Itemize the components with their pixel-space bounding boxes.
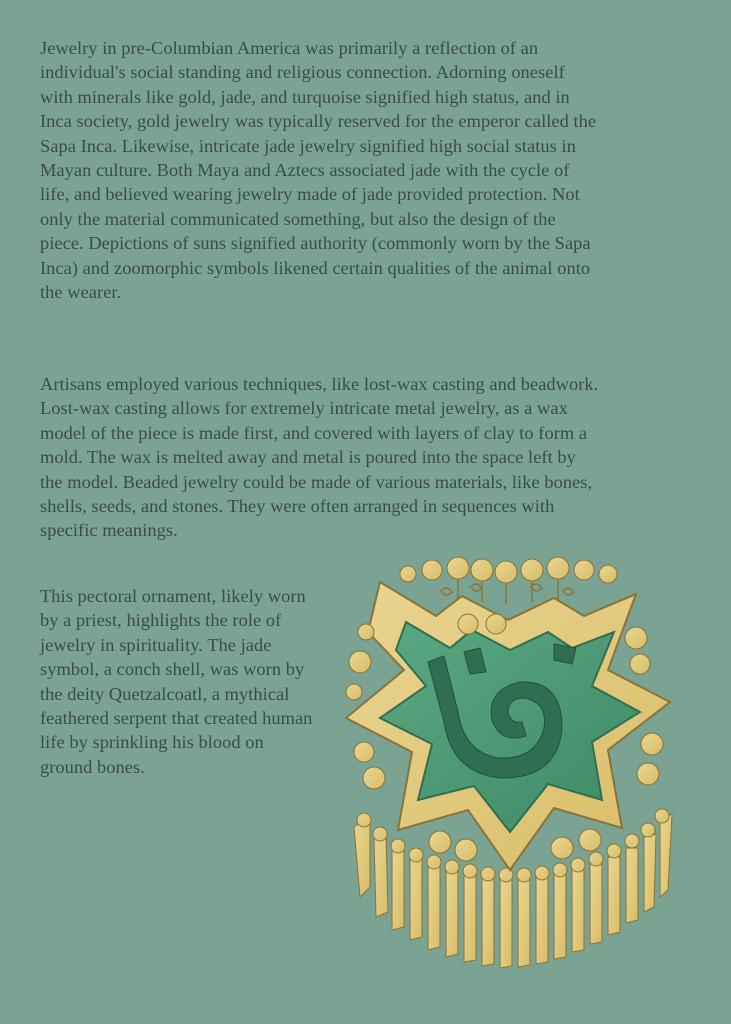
top-beads [400,557,617,583]
pectoral-ornament-illustration [340,552,680,972]
paragraph-jewelry-social-standing: Jewelry in pre-Columbian America was primarily a reflection of an individual's social standing and religious connection. Adorning oneself with minerals like gold, jade, and turquoise signified high status, and in Inca society, gold jewelry was typically reserved for the emperor called the Sapa Inca. Likewise, intricate jade jewelry signified high social status in Mayan culture. Both Maya and Aztecs associated jade with the cycle of life, and believed wearing jewelry made of jade provided protection. Not only the material communicated something, but also the design of the piece. Depictions of suns signified authority (commonly worn by the Sapa Inca) and zoomorphic symbols likened certain qualities of the animal onto the wearer. [40,38,597,303]
paragraph-artisan-techniques: Artisans employed various techniques, like lost-wax casting and beadwork. Lost-wax casting allows for extremely intricate metal jewelry, as a wax model of the piece is made first, and covered with layers of clay to form a mold. The wax is melted away and metal is poured into the space left by the model. Beaded jewelry could be made of various materials, like bones, shells, seeds, and stones. They were often arranged in sequences with specific meanings. [40,374,599,541]
paragraph-pectoral-ornament: This pectoral ornament, likely worn by a priest, highlights the role of jewelry in spirituality. The jade symbol, a conch shell, was worn by the deity Quetzalcoatl, a mythical feathered serpent that created human life by sprinkling his blood on ground bones. [40,586,313,777]
